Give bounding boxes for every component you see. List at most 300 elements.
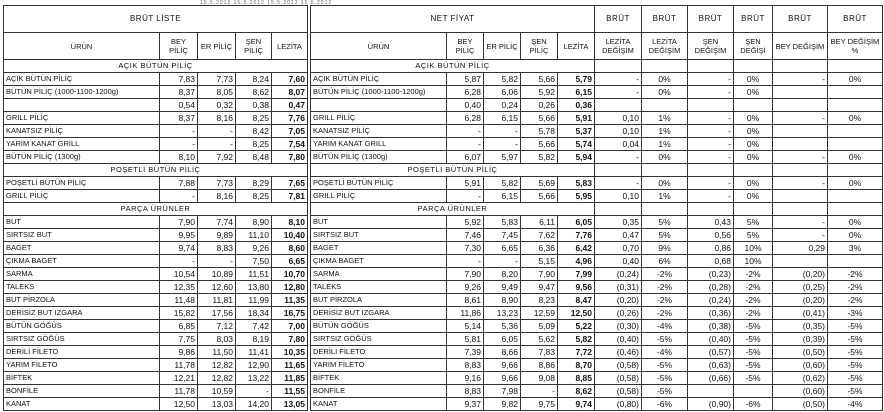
brut-header: BRÜT xyxy=(688,6,734,33)
change-cell: 5% xyxy=(642,216,688,229)
price-cell: 5,94 xyxy=(558,151,595,164)
change-cell: 0,47 xyxy=(595,229,642,242)
change-cell: - xyxy=(595,73,642,86)
price-cell: - xyxy=(447,190,484,203)
table-row xyxy=(4,359,308,372)
section-header: POŞETLİ BÜTÜN PİLİÇ xyxy=(4,164,308,177)
change-cell xyxy=(828,138,883,151)
price-cell: 13,03 xyxy=(198,398,236,411)
price-cell: 8,83 xyxy=(198,242,236,255)
price-cell: 12,59 xyxy=(521,307,558,320)
price-cell: 12,82 xyxy=(198,359,236,372)
table-row xyxy=(311,385,883,398)
change-cell: (0,39) xyxy=(773,333,828,346)
price-cell: 7,80 xyxy=(272,333,308,346)
blank-cell xyxy=(595,203,642,216)
price-cell: 7,05 xyxy=(272,125,308,138)
change-cell: 9% xyxy=(642,242,688,255)
change-cell: 0,70 xyxy=(595,242,642,255)
blank-cell xyxy=(773,164,828,177)
brut-header: BRÜT xyxy=(642,6,688,33)
price-cell: 8,62 xyxy=(558,385,595,398)
change-cell: 0% xyxy=(828,73,883,86)
product-name: DERİSİZ BUT IZGARA xyxy=(4,307,160,320)
price-cell: 12,90 xyxy=(236,359,272,372)
price-cell: 6,11 xyxy=(521,216,558,229)
change-cell: 6% xyxy=(642,255,688,268)
product-name xyxy=(4,99,160,112)
price-cell: 0,32 xyxy=(198,99,236,112)
product-name: BÜTÜN PİLİÇ (1300g) xyxy=(311,151,447,164)
price-cell: 10,35 xyxy=(272,346,308,359)
price-cell: 11,81 xyxy=(198,294,236,307)
price-cell: 5,87 xyxy=(447,73,484,86)
change-cell: -5% xyxy=(642,359,688,372)
change-cell xyxy=(773,99,828,112)
change-cell: -2% xyxy=(642,294,688,307)
change-cell: 0% xyxy=(828,216,883,229)
price-cell: 5,62 xyxy=(521,333,558,346)
change-cell: (0,62) xyxy=(773,372,828,385)
change-cell: (0,46) xyxy=(595,346,642,359)
price-cell: 9,75 xyxy=(521,398,558,411)
price-cell: 9,08 xyxy=(521,372,558,385)
price-cell: 11,48 xyxy=(160,294,198,307)
change-cell: -5% xyxy=(734,346,773,359)
product-name: SIRTSIZ BUT xyxy=(311,229,447,242)
price-cell: - xyxy=(160,255,198,268)
price-cell: 13,22 xyxy=(236,372,272,385)
change-cell: (0,28) xyxy=(688,281,734,294)
price-cell: 7,76 xyxy=(272,112,308,125)
blank-cell xyxy=(642,60,688,73)
table-row xyxy=(311,346,883,359)
change-cell: 0,40 xyxy=(595,255,642,268)
change-cell: (0,50) xyxy=(773,398,828,411)
price-cell: 12,35 xyxy=(160,281,198,294)
price-cell: 8,16 xyxy=(198,190,236,203)
table-row xyxy=(4,320,308,333)
price-cell: 5,97 xyxy=(484,151,521,164)
price-cell: 11,41 xyxy=(236,346,272,359)
change-cell: -4% xyxy=(642,320,688,333)
price-cell: 7,62 xyxy=(521,229,558,242)
change-cell: (0,41) xyxy=(773,307,828,320)
price-cell: 8,85 xyxy=(558,372,595,385)
price-cell: 5,09 xyxy=(521,320,558,333)
change-cell: - xyxy=(595,177,642,190)
blank-cell xyxy=(595,164,642,177)
change-cell: 0,86 xyxy=(688,242,734,255)
table-row xyxy=(311,60,883,73)
column-header: LEZİTA DEĞİŞİM xyxy=(642,33,688,60)
product-name: BÜTÜN PİLİÇ (1000-1100-1200g) xyxy=(311,86,447,99)
change-cell: - xyxy=(688,73,734,86)
net-fiyat-table xyxy=(310,5,883,411)
price-cell: 6,65 xyxy=(484,242,521,255)
change-cell: 0,68 xyxy=(688,255,734,268)
price-cell: - xyxy=(160,125,198,138)
price-cell: 9,26 xyxy=(447,281,484,294)
price-cell: 7,30 xyxy=(447,242,484,255)
price-cell: 5,37 xyxy=(558,125,595,138)
price-cell: 7,73 xyxy=(198,177,236,190)
table-row xyxy=(4,73,308,86)
blank-cell xyxy=(828,60,883,73)
change-cell: 0,56 xyxy=(688,229,734,242)
brut-header: BRÜT xyxy=(773,6,828,33)
price-cell: 7,76 xyxy=(558,229,595,242)
change-cell: -5% xyxy=(828,333,883,346)
price-cell: 8,07 xyxy=(272,86,308,99)
change-cell: (0,63) xyxy=(688,359,734,372)
table-row xyxy=(4,203,308,216)
table-row xyxy=(311,242,883,255)
change-cell: - xyxy=(688,151,734,164)
change-cell: -2% xyxy=(642,307,688,320)
change-cell: - xyxy=(773,229,828,242)
change-cell xyxy=(828,190,883,203)
change-cell: -2% xyxy=(734,281,773,294)
section-header: PARÇA ÜRÜNLER xyxy=(4,203,308,216)
change-cell: 0,10 xyxy=(595,190,642,203)
table-row xyxy=(311,216,883,229)
price-cell: 10,89 xyxy=(198,268,236,281)
change-cell: - xyxy=(688,125,734,138)
change-cell: -6% xyxy=(734,398,773,411)
price-cell: 4,96 xyxy=(558,255,595,268)
change-cell: (0,57) xyxy=(688,346,734,359)
price-cell: 7,54 xyxy=(272,138,308,151)
table-row xyxy=(4,307,308,320)
price-cell: 8,29 xyxy=(236,177,272,190)
price-cell: 8,83 xyxy=(447,385,484,398)
table-row xyxy=(311,281,883,294)
change-cell: (0,38) xyxy=(688,320,734,333)
product-name: BAGET xyxy=(311,242,447,255)
change-cell: -5% xyxy=(828,320,883,333)
change-cell: 5% xyxy=(734,216,773,229)
product-name: KANATSIZ PİLİÇ xyxy=(311,125,447,138)
change-cell: (0,50) xyxy=(773,346,828,359)
table-row xyxy=(311,398,883,411)
table-row xyxy=(4,86,308,99)
change-cell xyxy=(734,99,773,112)
change-cell: 5% xyxy=(642,229,688,242)
price-cell: - xyxy=(198,255,236,268)
blank-cell xyxy=(688,60,734,73)
product-name: BAGET xyxy=(4,242,160,255)
price-cell: 7,75 xyxy=(160,333,198,346)
price-cell: 12,50 xyxy=(160,398,198,411)
price-cell: 9,89 xyxy=(198,229,236,242)
price-cell: - xyxy=(160,190,198,203)
change-cell: - xyxy=(595,86,642,99)
change-cell: - xyxy=(773,216,828,229)
change-cell: 0,35 xyxy=(595,216,642,229)
brut-header: BRÜT xyxy=(828,6,883,33)
table-row xyxy=(4,216,308,229)
blank-cell xyxy=(642,164,688,177)
brut-header: BRÜT xyxy=(734,6,773,33)
product-name: YARIM KANAT GRILL xyxy=(4,138,160,151)
change-cell: (0,40) xyxy=(595,333,642,346)
price-cell: 8,70 xyxy=(558,359,595,372)
change-cell: -6% xyxy=(642,398,688,411)
column-header: ÜRÜN xyxy=(311,33,447,60)
table-row xyxy=(4,60,308,73)
change-cell: 0% xyxy=(828,112,883,125)
price-cell: 9,74 xyxy=(558,398,595,411)
price-cell: 11,99 xyxy=(236,294,272,307)
price-cell: 5,81 xyxy=(447,333,484,346)
price-cell: 5,36 xyxy=(484,320,521,333)
product-name: AÇIK BÜTÜN PİLİÇ xyxy=(311,73,447,86)
change-cell: -5% xyxy=(642,385,688,398)
change-cell: -4% xyxy=(828,398,883,411)
price-cell: 8,19 xyxy=(236,333,272,346)
price-cell: 5,82 xyxy=(484,73,521,86)
product-name: BİFTEK xyxy=(311,372,447,385)
product-name: YARIM FİLETO xyxy=(311,359,447,372)
table-row xyxy=(311,86,883,99)
blank-cell xyxy=(773,203,828,216)
change-cell: (0,80) xyxy=(595,398,642,411)
change-cell: (0,31) xyxy=(595,281,642,294)
table-row xyxy=(4,151,308,164)
price-cell: 8,42 xyxy=(236,125,272,138)
price-cell: 6,05 xyxy=(484,333,521,346)
price-cell: 6,36 xyxy=(521,242,558,255)
table-row xyxy=(4,164,308,177)
table-row xyxy=(311,255,883,268)
price-cell: 15,82 xyxy=(160,307,198,320)
price-cell: 5,91 xyxy=(447,177,484,190)
table-row xyxy=(311,112,883,125)
change-cell: -5% xyxy=(828,385,883,398)
table-row xyxy=(311,164,883,177)
product-name: KANAT xyxy=(4,398,160,411)
price-cell: - xyxy=(484,138,521,151)
change-cell: 1% xyxy=(642,125,688,138)
price-cell: 0,36 xyxy=(558,99,595,112)
price-cell: 6,15 xyxy=(558,86,595,99)
change-cell: 0,43 xyxy=(688,216,734,229)
price-cell: 7,99 xyxy=(558,268,595,281)
change-cell: - xyxy=(688,112,734,125)
price-cell: 8,86 xyxy=(521,359,558,372)
price-cell: 5,78 xyxy=(521,125,558,138)
price-cell: 11,85 xyxy=(272,372,308,385)
price-cell: 0,24 xyxy=(484,99,521,112)
price-cell: 7,83 xyxy=(160,73,198,86)
product-name: BÜTÜN GÖĞÜS xyxy=(4,320,160,333)
blank-cell xyxy=(828,164,883,177)
price-cell: 9,47 xyxy=(521,281,558,294)
price-cell: 8,90 xyxy=(236,216,272,229)
change-cell: - xyxy=(773,151,828,164)
change-cell: -5% xyxy=(734,320,773,333)
change-cell: 0% xyxy=(642,73,688,86)
price-cell: 5,74 xyxy=(558,138,595,151)
product-name: GRILL PİLİÇ xyxy=(311,190,447,203)
table-row xyxy=(311,229,883,242)
price-cell: 11,55 xyxy=(272,385,308,398)
change-cell: (0,90) xyxy=(688,398,734,411)
table-row xyxy=(4,398,308,411)
change-cell: (0,36) xyxy=(688,307,734,320)
price-cell: 5,92 xyxy=(447,216,484,229)
blank-cell xyxy=(595,60,642,73)
price-cell: 6,85 xyxy=(160,320,198,333)
change-cell xyxy=(773,86,828,99)
column-header: ER PİLİÇ xyxy=(198,33,236,60)
change-cell: 1% xyxy=(642,190,688,203)
product-name: BONFİLE xyxy=(4,385,160,398)
price-cell: 13,80 xyxy=(236,281,272,294)
price-cell: 5,91 xyxy=(558,112,595,125)
price-cell: 7,74 xyxy=(198,216,236,229)
column-header: ŞEN PİLİÇ xyxy=(521,33,558,60)
change-cell: -2% xyxy=(642,268,688,281)
price-cell: 7,42 xyxy=(236,320,272,333)
price-cell: - xyxy=(521,385,558,398)
price-cell: 12,21 xyxy=(160,372,198,385)
product-name: YARIM FİLETO xyxy=(4,359,160,372)
table-row xyxy=(311,203,883,216)
change-cell xyxy=(828,125,883,138)
table-row xyxy=(4,138,308,151)
change-cell: - xyxy=(688,190,734,203)
product-name: SARMA xyxy=(311,268,447,281)
change-cell: 0% xyxy=(828,229,883,242)
column-header: BEY PİLİÇ xyxy=(447,33,484,60)
print-dates: 15.5.2012 15.5.2012 15.5.2012 15.5.2012 xyxy=(200,0,333,6)
right-table-title: NET FİYAT xyxy=(311,6,595,33)
column-header: LEZİTA xyxy=(558,33,595,60)
price-cell: 11,78 xyxy=(160,385,198,398)
blank-cell xyxy=(828,203,883,216)
price-cell: 9,66 xyxy=(484,372,521,385)
price-cell: 7,88 xyxy=(160,177,198,190)
price-cell: 5,15 xyxy=(521,255,558,268)
brut-liste-table xyxy=(3,5,308,411)
price-cell: 8,37 xyxy=(160,86,198,99)
price-cell: 18,34 xyxy=(236,307,272,320)
price-cell: 5,69 xyxy=(521,177,558,190)
price-cell: 13,05 xyxy=(272,398,308,411)
product-name: DERİLİ FİLETO xyxy=(311,346,447,359)
price-cell: 7,60 xyxy=(272,73,308,86)
blank-cell xyxy=(734,164,773,177)
change-cell: 0% xyxy=(734,151,773,164)
table-row xyxy=(311,359,883,372)
change-cell: 10% xyxy=(734,242,773,255)
price-cell: 5,83 xyxy=(558,177,595,190)
price-cell: 9,16 xyxy=(447,372,484,385)
price-cell: 7,12 xyxy=(198,320,236,333)
price-cell: 8,25 xyxy=(236,112,272,125)
section-header: AÇIK BÜTÜN PİLİÇ xyxy=(311,60,595,73)
price-cell: 8,47 xyxy=(558,294,595,307)
product-name: SIRTSIZ BUT xyxy=(4,229,160,242)
price-cell: 12,82 xyxy=(198,372,236,385)
table-row xyxy=(4,372,308,385)
price-cell: - xyxy=(484,255,521,268)
product-name xyxy=(311,99,447,112)
price-cell: 5,22 xyxy=(558,320,595,333)
change-cell: - xyxy=(688,138,734,151)
change-cell: 0% xyxy=(642,86,688,99)
table-row xyxy=(311,125,883,138)
price-cell: 6,07 xyxy=(447,151,484,164)
change-cell: 1% xyxy=(642,112,688,125)
price-cell: 12,50 xyxy=(558,307,595,320)
blank-cell xyxy=(734,203,773,216)
change-cell: -5% xyxy=(828,359,883,372)
change-cell: 0% xyxy=(828,177,883,190)
price-cell: - xyxy=(198,125,236,138)
price-cell: - xyxy=(198,138,236,151)
product-name: BİFTEK xyxy=(4,372,160,385)
price-cell: 7,72 xyxy=(558,346,595,359)
column-header: BEY DEĞİŞİM xyxy=(773,33,828,60)
price-cell: 0,26 xyxy=(521,99,558,112)
price-cell: 5,82 xyxy=(521,151,558,164)
price-cell: 8,62 xyxy=(236,86,272,99)
change-cell: -5% xyxy=(828,346,883,359)
table-row xyxy=(311,99,883,112)
change-cell: (0,60) xyxy=(773,385,828,398)
change-cell: -3% xyxy=(828,307,883,320)
section-header: AÇIK BÜTÜN PİLİÇ xyxy=(4,60,308,73)
table-row xyxy=(4,99,308,112)
price-cell: 8,24 xyxy=(236,73,272,86)
price-cell: 10,59 xyxy=(198,385,236,398)
change-cell: (0,20) xyxy=(773,268,828,281)
product-name: BUT xyxy=(4,216,160,229)
change-cell: 0,10 xyxy=(595,112,642,125)
product-name: BUT PİRZOLA xyxy=(4,294,160,307)
change-cell: -2% xyxy=(828,281,883,294)
table-row xyxy=(311,73,883,86)
change-cell: 0% xyxy=(734,73,773,86)
price-cell: 6,65 xyxy=(272,255,308,268)
table-row xyxy=(4,125,308,138)
change-cell: 1% xyxy=(642,138,688,151)
table-row xyxy=(311,307,883,320)
price-cell: 5,79 xyxy=(558,73,595,86)
left-table-title: BRÜT LİSTE xyxy=(4,6,308,33)
change-cell: -5% xyxy=(642,333,688,346)
price-cell: 8,83 xyxy=(447,359,484,372)
price-cell: 11,78 xyxy=(160,359,198,372)
price-cell: 7,98 xyxy=(484,385,521,398)
section-header: POŞETLİ BÜTÜN PİLİÇ xyxy=(311,164,595,177)
price-cell: 8,37 xyxy=(160,112,198,125)
change-cell: - xyxy=(688,177,734,190)
change-cell: (0,30) xyxy=(595,320,642,333)
change-cell xyxy=(642,99,688,112)
table-row xyxy=(4,255,308,268)
product-name: BUT xyxy=(311,216,447,229)
change-cell: -4% xyxy=(642,346,688,359)
price-cell: 11,65 xyxy=(272,359,308,372)
change-cell: -2% xyxy=(828,268,883,281)
price-cell: 0,38 xyxy=(236,99,272,112)
blank-cell xyxy=(688,203,734,216)
price-cell: 5,66 xyxy=(521,190,558,203)
